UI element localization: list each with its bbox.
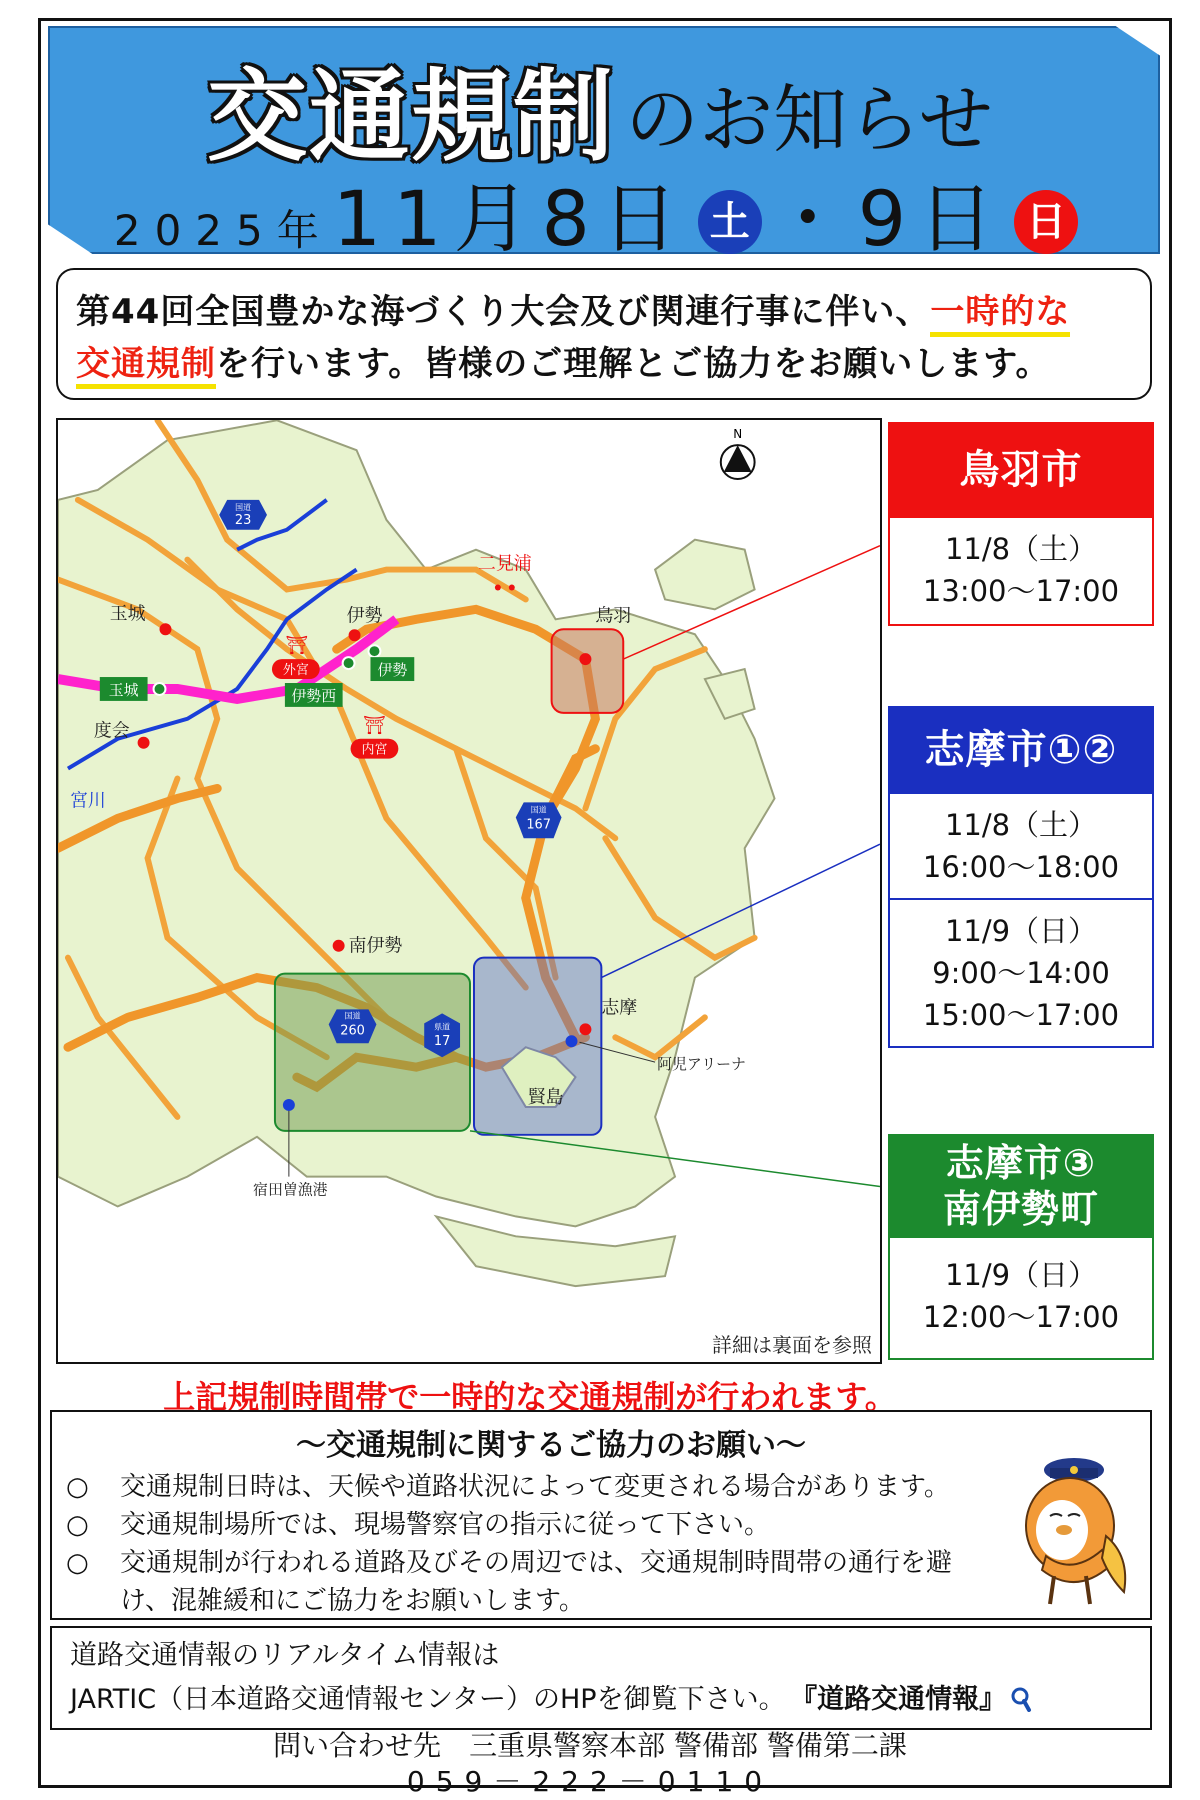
place-tamaki: 玉城 <box>109 603 146 625</box>
shima12-time2a: 9:00～14:00 <box>932 956 1110 990</box>
svg-text:⛩: ⛩ <box>363 714 386 736</box>
svg-text:国道: 国道 <box>344 1011 361 1021</box>
sunday-badge: 日 <box>1014 190 1078 254</box>
svg-text:国道: 国道 <box>235 502 252 512</box>
place-toba: 鳥羽 <box>595 605 632 627</box>
svg-text:23: 23 <box>234 512 252 528</box>
toba-date: 11/8（土） <box>944 532 1098 566</box>
phone-number: 059－222－0110 <box>406 1765 774 1798</box>
toba-time: 13:00～17:00 <box>922 574 1120 608</box>
warning-text: 上記規制時間帯で一時的な交通規制が行われます。 <box>163 1378 897 1416</box>
schedule-shima3-slot <box>890 1236 1152 1358</box>
circle-bullet-icon: ○ <box>66 1510 89 1540</box>
shima12-time1: 16:00～18:00 <box>922 850 1120 884</box>
event-date <box>0 158 1200 267</box>
schedule-toba-title: 鳥羽市 <box>890 424 1152 516</box>
shukutasone-marker <box>283 1099 295 1111</box>
schedule-shima3-title <box>890 1136 1152 1236</box>
route-23-shield <box>219 500 267 530</box>
shima12-date1: 11/8（土） <box>944 808 1098 842</box>
schedule-toba <box>888 422 1154 626</box>
date-day2: 9日 <box>857 174 1007 263</box>
date-separator: ・ <box>769 174 858 263</box>
svg-text:⛩: ⛩ <box>285 635 309 657</box>
regulation-map <box>56 418 882 1364</box>
cooperation-title: ～交通規制に関するご協力のお願い～ <box>296 1428 806 1463</box>
place-shukutasone: 宿田曽漁港 <box>253 1180 328 1199</box>
saturday-badge: 土 <box>698 190 762 254</box>
shima12-zone <box>474 958 601 1135</box>
schedule-shima12-slot2 <box>890 898 1152 1046</box>
circle-bullet-icon: ○ <box>66 1548 89 1578</box>
cooperation-list <box>66 1468 1136 1620</box>
title-main: 交通規制 <box>207 58 616 175</box>
toba-leader-line <box>623 546 880 659</box>
intro-highlight2: 交通規制 <box>76 344 216 389</box>
naiku-label: 内宮 <box>361 742 388 758</box>
schedule-toba-slot <box>890 516 1152 624</box>
list-item: ○ 交通規制日時は、天候や道路状況によって変更される場合があります。 <box>66 1468 1136 1506</box>
place-ago-arena: 阿児アリーナ <box>657 1055 746 1074</box>
ago-arena-marker <box>566 1035 578 1047</box>
shima12-time2b: 15:00～17:00 <box>922 998 1120 1032</box>
schedule-shima12-slot1 <box>890 792 1152 898</box>
search-icon[interactable] <box>1010 1686 1032 1712</box>
ic-isenishi-label: 伊勢西 <box>291 686 337 705</box>
ic-tamaki-label: 玉城 <box>108 680 139 699</box>
intro-box <box>56 268 1152 400</box>
info-box <box>50 1626 1152 1730</box>
shima12-date2: 11/9（日） <box>944 914 1098 948</box>
contact-line: 問い合わせ先 三重県警察本部 警備部 警備第二課 <box>273 1729 907 1762</box>
route-260-shield <box>329 1009 377 1043</box>
date-day1: 11月8日 <box>332 174 690 263</box>
north-label: N <box>733 427 743 442</box>
svg-text:国道: 国道 <box>530 805 547 815</box>
intro-highlight1: 一時的な <box>930 292 1070 337</box>
title-sub: のお知らせ <box>625 77 993 163</box>
shima3-date: 11/9（日） <box>944 1258 1098 1292</box>
search-keyword[interactable]: 『道路交通情報』 <box>803 1684 1007 1715</box>
police-mascot-icon <box>1006 1446 1136 1616</box>
place-ise: 伊勢 <box>346 605 383 627</box>
svg-text:県道: 県道 <box>434 1022 451 1032</box>
schedule-shima3 <box>888 1134 1154 1360</box>
shima3-name2: 南伊勢町 <box>942 1187 1099 1231</box>
intro-text1: 第44回全国豊かな海づくり大会及び関連行事に伴い、 <box>76 292 931 332</box>
place-futami: 二見浦 <box>477 553 532 575</box>
place-watarai: 度会 <box>93 720 130 742</box>
place-kashikojima: 賢島 <box>527 1086 564 1108</box>
place-minamiise: 南伊勢 <box>348 935 403 957</box>
list-item: ○ 交通規制場所では、現場警察官の指示に従って下さい。 <box>66 1506 1136 1544</box>
geku-label: 外宮 <box>282 663 309 679</box>
date-year: 2025年 <box>113 206 333 255</box>
island-shape <box>655 540 755 610</box>
cooperation-box <box>50 1410 1152 1620</box>
southern-coast-shape <box>436 1216 675 1286</box>
schedule-shima12-title: 志摩市①② <box>890 708 1152 792</box>
circle-bullet-icon: ○ <box>66 1472 89 1502</box>
shima3-time: 12:00～17:00 <box>922 1300 1120 1334</box>
svg-text:260: 260 <box>340 1023 365 1039</box>
info-line2: JARTIC（日本道路交通情報センター）のHPを御覧下さい。 『道路交通情報』 <box>70 1678 1132 1722</box>
toba-zone <box>552 629 624 713</box>
route-167-shield <box>516 802 562 838</box>
intro-text2: を行います。皆様のご理解とご協力をお願いします。 <box>216 344 1051 384</box>
info-line1: 道路交通情報のリアルタイム情報は <box>70 1640 500 1671</box>
ic-ise-label: 伊勢 <box>377 661 408 680</box>
map-svg <box>58 420 880 1362</box>
svg-text:17: 17 <box>433 1034 451 1050</box>
shima3-name1: 志摩市③ <box>945 1141 1097 1185</box>
north-arrow <box>721 427 755 479</box>
contact-info <box>0 1728 1200 1800</box>
place-shima: 志摩 <box>601 997 638 1019</box>
svg-text:167: 167 <box>526 817 551 833</box>
schedule-shima12 <box>888 706 1154 1048</box>
list-item: ○ 交通規制が行われる道路及びその周辺では、交通規制時間帯の通行を避け、混雑緩和にご協力をお願いします。 <box>66 1544 1136 1620</box>
place-miyagawa: 宮川 <box>69 790 106 812</box>
map-note: 詳細は裏面を参照 <box>710 1329 874 1358</box>
